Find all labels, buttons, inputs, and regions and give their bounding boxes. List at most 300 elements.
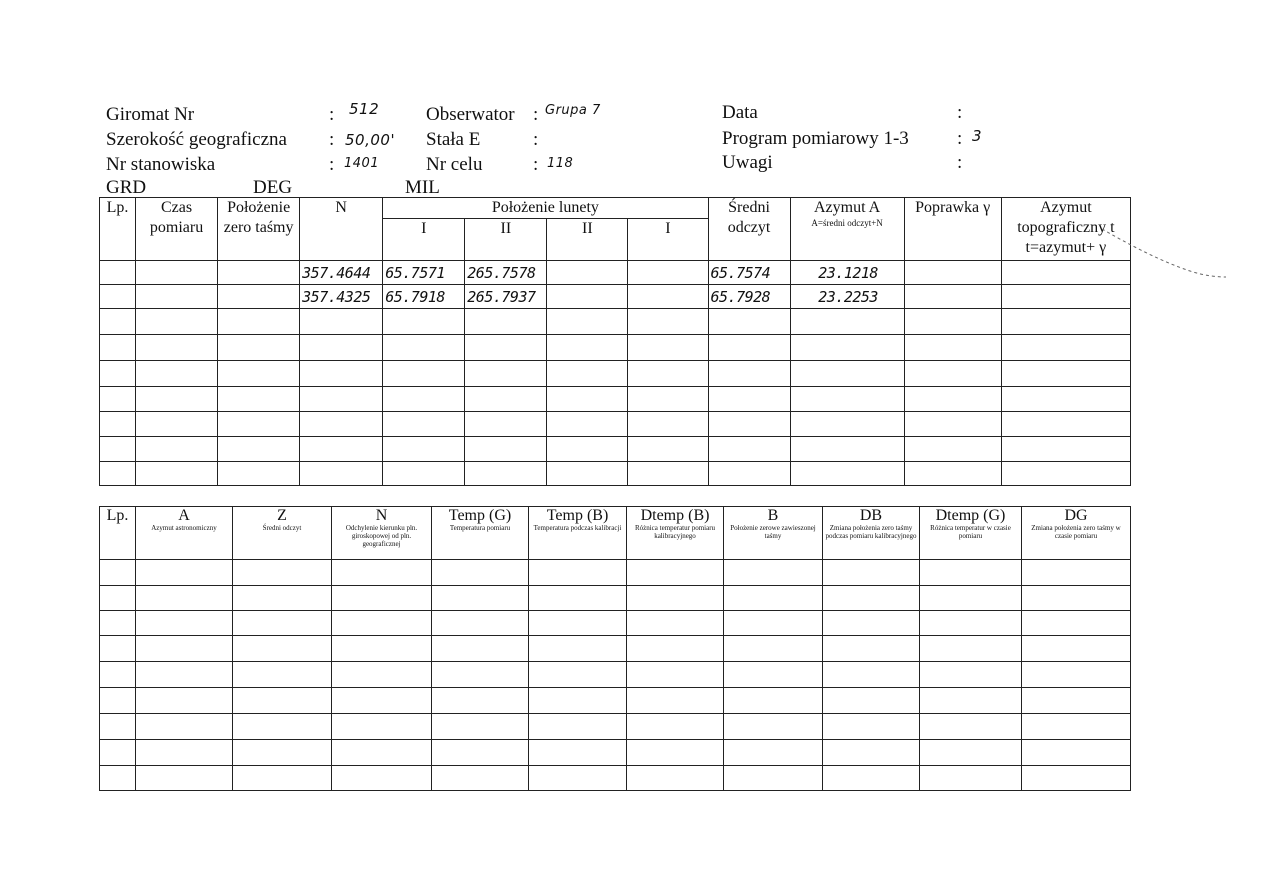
- cell[interactable]: [383, 387, 465, 412]
- cell[interactable]: [100, 714, 136, 740]
- colon: :: [957, 128, 963, 149]
- program-label: Program pomiarowy 1-3: [722, 128, 909, 149]
- giromat-label: Giromat Nr: [106, 104, 195, 125]
- cell[interactable]: [233, 766, 332, 791]
- colon: :: [329, 154, 335, 175]
- cell[interactable]: [136, 611, 233, 636]
- cell[interactable]: [529, 662, 627, 688]
- cell[interactable]: [233, 611, 332, 636]
- cell[interactable]: [300, 335, 383, 361]
- cell-n[interactable]: 357.4325: [300, 285, 383, 309]
- cell[interactable]: [904, 462, 1001, 486]
- cell[interactable]: [136, 662, 233, 688]
- header-poprawka: Poprawka γ: [904, 198, 1001, 261]
- cell[interactable]: [904, 309, 1001, 335]
- cell-sredni[interactable]: 65.7574: [708, 261, 790, 285]
- header-col-5: [529, 507, 627, 560]
- cell[interactable]: [233, 636, 332, 662]
- cell-lunety-2[interactable]: 265.7937: [465, 285, 547, 309]
- header-col-0: [100, 507, 136, 560]
- cell[interactable]: [136, 740, 233, 766]
- header-col-description: Położenie zerowe zawieszonej taśmy: [730, 524, 816, 540]
- cell[interactable]: [300, 462, 383, 486]
- cell[interactable]: [1022, 560, 1131, 586]
- target-value: 118: [547, 156, 574, 171]
- header-azymut-title: Azymut A: [814, 199, 881, 216]
- cell[interactable]: [904, 387, 1001, 412]
- cell[interactable]: [724, 586, 823, 611]
- cell[interactable]: [724, 766, 823, 791]
- cell[interactable]: [708, 387, 790, 412]
- colon: :: [533, 104, 539, 125]
- cell[interactable]: [332, 740, 432, 766]
- cell[interactable]: [136, 437, 218, 462]
- header-lunety-1: I: [383, 219, 465, 261]
- table-row: [100, 361, 1131, 387]
- cell[interactable]: [332, 714, 432, 740]
- cell[interactable]: [136, 766, 233, 791]
- header-col-title: Dtemp (B): [640, 507, 710, 524]
- cell[interactable]: [465, 387, 547, 412]
- header-col-title: Z: [277, 507, 287, 524]
- table-row: [100, 662, 1131, 688]
- colon: :: [533, 154, 539, 175]
- table-row: [100, 261, 1131, 285]
- cell[interactable]: [823, 611, 920, 636]
- cell[interactable]: [218, 462, 300, 486]
- table-row: [100, 462, 1131, 486]
- cell[interactable]: [708, 462, 790, 486]
- cell[interactable]: [432, 636, 529, 662]
- cell[interactable]: [724, 611, 823, 636]
- table-row: [100, 611, 1131, 636]
- cell[interactable]: [1022, 586, 1131, 611]
- cell[interactable]: [628, 309, 708, 335]
- cell[interactable]: [332, 611, 432, 636]
- header-col-title: Lp.: [106, 507, 129, 524]
- cell[interactable]: [627, 560, 724, 586]
- cell[interactable]: [628, 285, 708, 309]
- table-row: [100, 285, 1131, 309]
- cell[interactable]: [465, 462, 547, 486]
- cell[interactable]: [724, 740, 823, 766]
- header-topo-formula: t=azymut+ γ: [1025, 239, 1107, 256]
- cell[interactable]: [136, 335, 218, 361]
- colon: :: [957, 152, 963, 173]
- cell[interactable]: [920, 560, 1022, 586]
- target-label: Nr celu: [426, 154, 483, 175]
- calibration-header-row: [100, 507, 1131, 560]
- cell-n[interactable]: 357.4644: [300, 261, 383, 285]
- cell[interactable]: [823, 714, 920, 740]
- cell[interactable]: [432, 688, 529, 714]
- cell[interactable]: [628, 261, 708, 285]
- cell-sredni[interactable]: 65.7928: [708, 285, 790, 309]
- cell[interactable]: [136, 586, 233, 611]
- cell[interactable]: [218, 261, 300, 285]
- cell[interactable]: [823, 766, 920, 791]
- cell[interactable]: [790, 335, 904, 361]
- cell[interactable]: [233, 586, 332, 611]
- cell[interactable]: [1022, 636, 1131, 662]
- date-label: Data: [722, 102, 758, 123]
- header-lunety: Położenie lunety: [383, 198, 708, 219]
- cell[interactable]: [383, 361, 465, 387]
- cell[interactable]: [628, 437, 708, 462]
- table-row: [100, 560, 1131, 586]
- header-col-title: Dtemp (G): [935, 507, 1006, 524]
- constant-label: Stała E: [426, 129, 481, 150]
- cell[interactable]: [920, 586, 1022, 611]
- header-col-title: A: [178, 507, 190, 524]
- cell[interactable]: [1001, 309, 1130, 335]
- cell[interactable]: [100, 387, 136, 412]
- cell[interactable]: [823, 636, 920, 662]
- header-col-description: Zmiana położenia zero taśmy w czasie pomiaru: [1031, 524, 1121, 540]
- cell[interactable]: [136, 387, 218, 412]
- header-lunety-4: I: [628, 219, 708, 261]
- header-topo-title: Azymut topograficzny t: [1017, 199, 1115, 236]
- cell[interactable]: [300, 437, 383, 462]
- cell[interactable]: [904, 437, 1001, 462]
- header-col-7: [724, 507, 823, 560]
- cell[interactable]: [136, 285, 218, 309]
- cell[interactable]: [233, 740, 332, 766]
- cell[interactable]: [233, 662, 332, 688]
- latitude-label: Szerokość geograficzna: [106, 129, 287, 150]
- cell[interactable]: [904, 361, 1001, 387]
- cell[interactable]: [100, 611, 136, 636]
- cell[interactable]: [547, 285, 628, 309]
- cell-lunety-1[interactable]: 65.7571: [383, 261, 465, 285]
- table-row: [100, 688, 1131, 714]
- cell[interactable]: [1022, 688, 1131, 714]
- cell[interactable]: [332, 688, 432, 714]
- cell[interactable]: [790, 361, 904, 387]
- cell[interactable]: [708, 412, 790, 437]
- cell[interactable]: [100, 560, 136, 586]
- cell-azymut[interactable]: 23.2253: [790, 285, 904, 309]
- cell[interactable]: [529, 766, 627, 791]
- cell[interactable]: [724, 636, 823, 662]
- cell[interactable]: [383, 412, 465, 437]
- cell[interactable]: [136, 462, 218, 486]
- cell[interactable]: [432, 586, 529, 611]
- latitude-value: 50,00': [345, 131, 396, 149]
- observer-value: Grupa 7: [545, 103, 601, 118]
- cell[interactable]: [432, 560, 529, 586]
- header-col-title: Temp (B): [546, 507, 609, 524]
- cell[interactable]: [529, 636, 627, 662]
- cell[interactable]: [790, 437, 904, 462]
- header-lp: Lp.: [100, 198, 136, 261]
- table-row: [100, 387, 1131, 412]
- header-lunety-2: II: [465, 219, 547, 261]
- cell[interactable]: [383, 335, 465, 361]
- cell[interactable]: [100, 636, 136, 662]
- cell[interactable]: [1022, 714, 1131, 740]
- cell[interactable]: [100, 361, 136, 387]
- cell[interactable]: [136, 309, 218, 335]
- cell[interactable]: [529, 611, 627, 636]
- cell[interactable]: [904, 335, 1001, 361]
- header-col-8: [823, 507, 920, 560]
- cell[interactable]: [790, 462, 904, 486]
- cell[interactable]: [547, 387, 628, 412]
- cell[interactable]: [100, 261, 136, 285]
- station-value: 1401: [344, 156, 380, 171]
- cell[interactable]: [432, 611, 529, 636]
- header-azymut: [790, 198, 904, 261]
- cell[interactable]: [628, 361, 708, 387]
- cell[interactable]: [708, 361, 790, 387]
- cell[interactable]: [218, 412, 300, 437]
- cell[interactable]: [529, 740, 627, 766]
- cell[interactable]: [100, 335, 136, 361]
- header-sredni: Średni odczyt: [708, 198, 790, 261]
- cell[interactable]: [628, 412, 708, 437]
- calibration-table: [99, 506, 1131, 791]
- cell[interactable]: [547, 462, 628, 486]
- cell[interactable]: [790, 387, 904, 412]
- table-row: [100, 437, 1131, 462]
- cell[interactable]: [100, 740, 136, 766]
- cell[interactable]: [627, 688, 724, 714]
- cell[interactable]: [547, 412, 628, 437]
- cell[interactable]: [904, 261, 1001, 285]
- cell[interactable]: [529, 688, 627, 714]
- cell[interactable]: [1022, 662, 1131, 688]
- cell[interactable]: [218, 387, 300, 412]
- cell[interactable]: [1001, 285, 1130, 309]
- colon: :: [533, 129, 539, 150]
- cell[interactable]: [100, 662, 136, 688]
- cell[interactable]: [920, 766, 1022, 791]
- header-col-4: [432, 507, 529, 560]
- cell[interactable]: [708, 335, 790, 361]
- cell[interactable]: [332, 662, 432, 688]
- header-col-3: [332, 507, 432, 560]
- cell[interactable]: [1001, 335, 1130, 361]
- header-col-title: Temp (G): [448, 507, 512, 524]
- cell[interactable]: [627, 740, 724, 766]
- cell[interactable]: [100, 766, 136, 791]
- cell[interactable]: [432, 766, 529, 791]
- cell-azymut[interactable]: 23.1218: [790, 261, 904, 285]
- program-value: 3: [972, 127, 983, 145]
- header-col-description: Średni odczyt: [262, 524, 302, 532]
- cell[interactable]: [547, 309, 628, 335]
- table-row: [100, 714, 1131, 740]
- cell[interactable]: [332, 560, 432, 586]
- cell[interactable]: [233, 560, 332, 586]
- cell[interactable]: [383, 462, 465, 486]
- cell[interactable]: [332, 766, 432, 791]
- cell[interactable]: [136, 412, 218, 437]
- cell[interactable]: [465, 412, 547, 437]
- header-col-title: B: [767, 507, 779, 524]
- cell[interactable]: [233, 714, 332, 740]
- unit-deg: DEG: [253, 177, 293, 198]
- cell[interactable]: [627, 662, 724, 688]
- cell[interactable]: [100, 688, 136, 714]
- cell[interactable]: [529, 560, 627, 586]
- cell[interactable]: [218, 361, 300, 387]
- cell[interactable]: [136, 560, 233, 586]
- unit-grd: GRD: [106, 177, 147, 198]
- header-col-description: Różnica temperatur pomiaru kalibracyjnego: [634, 524, 716, 540]
- cell[interactable]: [1022, 740, 1131, 766]
- cell[interactable]: [920, 636, 1022, 662]
- cell[interactable]: [383, 437, 465, 462]
- header-col-description: Odchylenie kierunku pln. giroskopowej od pln. geograficznej: [345, 524, 418, 548]
- colon: :: [329, 129, 335, 150]
- cell[interactable]: [332, 636, 432, 662]
- header-col-description: Różnica temperatur w czasie pomiaru: [930, 524, 1011, 540]
- table-row: [100, 335, 1131, 361]
- cell[interactable]: [1001, 361, 1130, 387]
- cell[interactable]: [432, 662, 529, 688]
- measurement-table: [99, 197, 1131, 486]
- header-col-6: [627, 507, 724, 560]
- cell[interactable]: [1001, 387, 1130, 412]
- cell[interactable]: [547, 261, 628, 285]
- header-col-title: N: [375, 507, 388, 524]
- cell[interactable]: [465, 361, 547, 387]
- cell[interactable]: [920, 714, 1022, 740]
- cell[interactable]: [300, 309, 383, 335]
- cell[interactable]: [547, 437, 628, 462]
- header-col-10: [1022, 507, 1131, 560]
- cell[interactable]: [136, 688, 233, 714]
- cell[interactable]: [432, 714, 529, 740]
- cell[interactable]: [218, 309, 300, 335]
- cell[interactable]: [1001, 462, 1130, 486]
- cell[interactable]: [432, 740, 529, 766]
- cell[interactable]: [1022, 766, 1131, 791]
- header-col-description: Temperatura podczas kalibracji: [533, 524, 622, 532]
- cell[interactable]: [218, 285, 300, 309]
- cell[interactable]: [465, 437, 547, 462]
- cell-lunety-1[interactable]: 65.7918: [383, 285, 465, 309]
- cell[interactable]: [628, 335, 708, 361]
- cell[interactable]: [823, 688, 920, 714]
- cell[interactable]: [529, 586, 627, 611]
- cell[interactable]: [823, 560, 920, 586]
- cell[interactable]: [300, 361, 383, 387]
- cell[interactable]: [1001, 437, 1130, 462]
- cell[interactable]: [1022, 611, 1131, 636]
- cell[interactable]: [724, 714, 823, 740]
- cell[interactable]: [904, 412, 1001, 437]
- notes-label: Uwagi: [722, 152, 773, 173]
- header-czas: Czas pomiaru: [136, 198, 218, 261]
- cell[interactable]: [100, 285, 136, 309]
- cell[interactable]: [1001, 412, 1130, 437]
- cell[interactable]: [465, 335, 547, 361]
- header-col-description: Temperatura pomiaru: [449, 524, 511, 532]
- unit-mil: MIL: [405, 177, 440, 198]
- cell[interactable]: [724, 688, 823, 714]
- header-col-1: [136, 507, 233, 560]
- cell[interactable]: [823, 586, 920, 611]
- cell[interactable]: [136, 714, 233, 740]
- cell[interactable]: [627, 611, 724, 636]
- cell[interactable]: [790, 412, 904, 437]
- table-row: [100, 412, 1131, 437]
- cell[interactable]: [708, 437, 790, 462]
- cell[interactable]: [724, 560, 823, 586]
- cell[interactable]: [465, 309, 547, 335]
- header-n: N: [300, 198, 383, 261]
- cell[interactable]: [627, 586, 724, 611]
- cell[interactable]: [920, 740, 1022, 766]
- table-row: [100, 309, 1131, 335]
- table-row: [100, 740, 1131, 766]
- cell[interactable]: [100, 437, 136, 462]
- cell[interactable]: [547, 361, 628, 387]
- cell[interactable]: [218, 437, 300, 462]
- cell[interactable]: [708, 309, 790, 335]
- cell[interactable]: [100, 412, 136, 437]
- cell[interactable]: [627, 636, 724, 662]
- header-col-title: DG: [1064, 507, 1088, 524]
- cell[interactable]: [136, 261, 218, 285]
- cell[interactable]: [790, 309, 904, 335]
- observer-label: Obserwator: [426, 104, 515, 125]
- cell[interactable]: [136, 636, 233, 662]
- cell[interactable]: [823, 662, 920, 688]
- header-col-title: DB: [859, 507, 883, 524]
- cell[interactable]: [233, 688, 332, 714]
- giromat-value: 512: [349, 100, 380, 118]
- header-col-2: [233, 507, 332, 560]
- cell[interactable]: [218, 335, 300, 361]
- pencil-mark: [1100, 225, 1230, 285]
- cell[interactable]: [920, 662, 1022, 688]
- cell[interactable]: [823, 740, 920, 766]
- cell[interactable]: [100, 586, 136, 611]
- header-col-description: Azymut astronomiczny: [151, 524, 217, 532]
- cell[interactable]: [628, 387, 708, 412]
- cell-lunety-2[interactable]: 265.7578: [465, 261, 547, 285]
- header-polozenie: Położenie zero taśmy: [218, 198, 300, 261]
- cell[interactable]: [920, 611, 1022, 636]
- colon: :: [329, 104, 335, 125]
- cell[interactable]: [332, 586, 432, 611]
- colon: :: [957, 102, 963, 123]
- cell[interactable]: [100, 462, 136, 486]
- cell[interactable]: [628, 462, 708, 486]
- cell[interactable]: [724, 662, 823, 688]
- cell[interactable]: [383, 309, 465, 335]
- cell[interactable]: [920, 688, 1022, 714]
- header-lunety-3: II: [547, 219, 628, 261]
- table-row: [100, 766, 1131, 791]
- header-col-description: Zmiana położenia zero taśmy podczas pomiaru kalibracyjnego: [825, 524, 917, 540]
- cell[interactable]: [136, 361, 218, 387]
- cell[interactable]: [627, 766, 724, 791]
- cell[interactable]: [547, 335, 628, 361]
- header-azymut-formula: A=średni odczyt+N: [811, 218, 883, 228]
- cell[interactable]: [100, 309, 136, 335]
- cell[interactable]: [904, 285, 1001, 309]
- cell[interactable]: [627, 714, 724, 740]
- cell[interactable]: [300, 412, 383, 437]
- cell[interactable]: [529, 714, 627, 740]
- header-col-9: [920, 507, 1022, 560]
- cell[interactable]: [300, 387, 383, 412]
